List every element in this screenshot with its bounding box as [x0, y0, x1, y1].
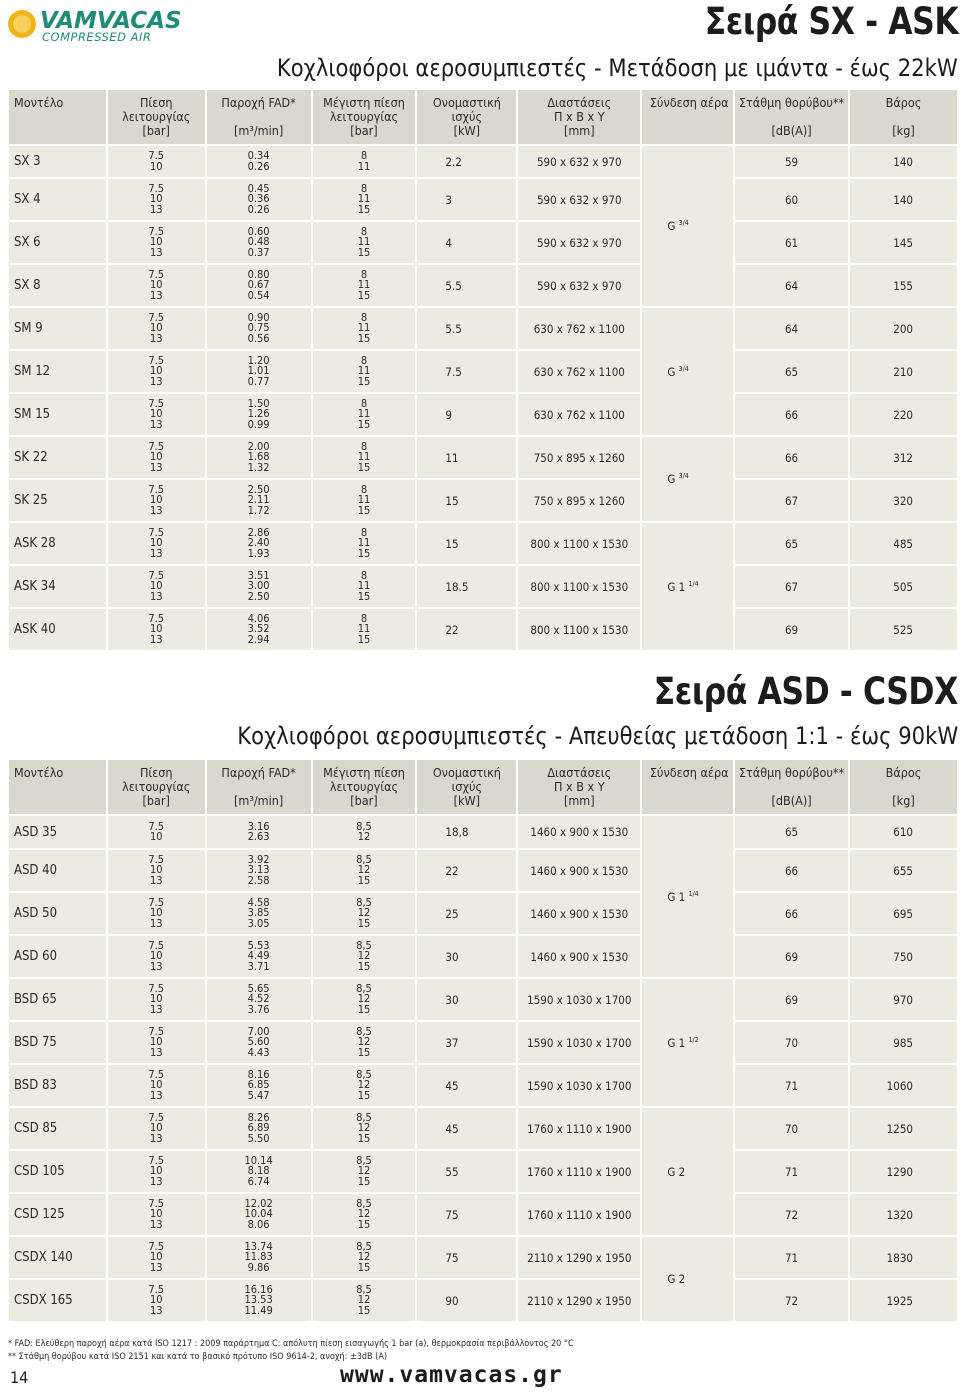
weight-cell: 140: [850, 179, 957, 220]
series1-title: Σειρά SX - ASK: [704, 0, 958, 43]
pressure-cell: 7.5 10 13: [108, 1280, 205, 1321]
table-header-row: [9, 760, 957, 814]
series2-title: Σειρά ASD - CSDX: [653, 670, 958, 713]
dimensions-cell: 630 x 762 x 1100: [518, 308, 640, 349]
fad-cell: 13.74 11.83 9.86: [207, 1237, 311, 1278]
weight-cell: 220: [850, 394, 957, 435]
header-connection: Σύνδεση αέρα: [642, 90, 733, 144]
model-cell: SX 6: [9, 222, 106, 263]
dimensions-cell: 1460 x 900 x 1530: [518, 850, 640, 891]
footnote-noise: ** Στάθμη θορύβου κατά ISO 2151 και κατά το βασικό πρότυπο ISO 9614-2, ανοχή: ±3dB (A): [8, 1352, 388, 1362]
table-row: [9, 893, 957, 934]
table-row: [9, 1022, 957, 1063]
fad-cell: 2.00 1.68 1.32: [207, 437, 311, 478]
power-cell: 37: [417, 1022, 516, 1063]
weight-cell: 985: [850, 1022, 957, 1063]
fad-cell: 0.90 0.75 0.56: [207, 308, 311, 349]
max-pressure-cell: 8 11 15: [313, 179, 416, 220]
pressure-cell: 7.5 10 13: [108, 1108, 205, 1149]
model-cell: SX 4: [9, 179, 106, 220]
noise-cell: 59: [735, 146, 848, 177]
header-max-pressure: Μέγιστη πίεση λειτουργίας [bar]: [313, 90, 416, 144]
table-row: [9, 816, 957, 848]
weight-cell: 1290: [850, 1151, 957, 1192]
weight-cell: 750: [850, 936, 957, 977]
weight-cell: 155: [850, 265, 957, 306]
table-header-row: [9, 90, 957, 144]
power-cell: 18,8: [417, 816, 516, 848]
logo-text: VAMVACAS: [40, 8, 182, 34]
pressure-cell: 7.5 10 13: [108, 437, 205, 478]
noise-cell: 61: [735, 222, 848, 263]
model-cell: ASD 40: [9, 850, 106, 891]
noise-cell: 66: [735, 394, 848, 435]
model-cell: ASK 28: [9, 523, 106, 564]
max-pressure-cell: 8 11 15: [313, 394, 416, 435]
max-pressure-cell: 8 11 15: [313, 351, 416, 392]
max-pressure-cell: 8,5 12 15: [313, 893, 416, 934]
noise-cell: 69: [735, 609, 848, 650]
model-cell: CSD 105: [9, 1151, 106, 1192]
header-power: Ονομαστική ισχύς [kW]: [417, 90, 516, 144]
weight-cell: 1830: [850, 1237, 957, 1278]
fad-cell: 5.65 4.52 3.76: [207, 979, 311, 1020]
model-cell: ASK 34: [9, 566, 106, 607]
pressure-cell: 7.5 10 13: [108, 1065, 205, 1106]
power-cell: 3: [417, 179, 516, 220]
noise-cell: 66: [735, 893, 848, 934]
fad-cell: 7.00 5.60 4.43: [207, 1022, 311, 1063]
dimensions-cell: 1760 x 1110 x 1900: [518, 1194, 640, 1235]
connection-cell: G $^{3/4}$: [642, 146, 733, 306]
pressure-cell: 7.5 10 13: [108, 893, 205, 934]
pressure-cell: 7.5 10 13: [108, 1237, 205, 1278]
pressure-cell: 7.5 10 13: [108, 351, 205, 392]
max-pressure-cell: 8,5 12 15: [313, 979, 416, 1020]
table-row: [9, 265, 957, 306]
table-row: [9, 1065, 957, 1106]
dimensions-cell: 750 x 895 x 1260: [518, 480, 640, 521]
header-model: Μοντέλο: [9, 90, 106, 144]
noise-cell: 71: [735, 1237, 848, 1278]
connection-cell: G 2: [642, 1108, 733, 1235]
dimensions-cell: 1760 x 1110 x 1900: [518, 1108, 640, 1149]
fad-cell: 0.80 0.67 0.54: [207, 265, 311, 306]
model-cell: SK 25: [9, 480, 106, 521]
model-cell: CSDX 140: [9, 1237, 106, 1278]
pressure-cell: 7.5 10 13: [108, 936, 205, 977]
table-row: [9, 566, 957, 607]
power-cell: 11: [417, 437, 516, 478]
noise-cell: 70: [735, 1022, 848, 1063]
table-row: [9, 437, 957, 478]
power-cell: 55: [417, 1151, 516, 1192]
table-row: [9, 850, 957, 891]
noise-cell: 71: [735, 1151, 848, 1192]
power-cell: 5.5: [417, 265, 516, 306]
weight-cell: 1250: [850, 1108, 957, 1149]
weight-cell: 655: [850, 850, 957, 891]
fad-cell: 0.60 0.48 0.37: [207, 222, 311, 263]
weight-cell: 1925: [850, 1280, 957, 1321]
weight-cell: 1060: [850, 1065, 957, 1106]
power-cell: 4: [417, 222, 516, 263]
table-row: [9, 609, 957, 650]
pressure-cell: 7.5 10: [108, 816, 205, 848]
max-pressure-cell: 8,5 12 15: [313, 1237, 416, 1278]
power-cell: 75: [417, 1194, 516, 1235]
power-cell: 22: [417, 609, 516, 650]
dimensions-cell: 1590 x 1030 x 1700: [518, 979, 640, 1020]
header-noise: Στάθμη θορύβου** [dB(A)]: [735, 90, 848, 144]
weight-cell: 210: [850, 351, 957, 392]
logo-tagline: COMPRESSED AIR: [42, 30, 152, 44]
weight-cell: 505: [850, 566, 957, 607]
series2-subtitle: Κοχλιοφόροι αεροσυμπιεστές - Απευθείας μετάδοση 1:1 - έως 90kW: [237, 722, 958, 750]
dimensions-cell: 800 x 1100 x 1530: [518, 609, 640, 650]
fad-cell: 3.51 3.00 2.50: [207, 566, 311, 607]
model-cell: ASD 35: [9, 816, 106, 848]
connection-cell: G $^{3/4}$: [642, 437, 733, 521]
pressure-cell: 7.5 10 13: [108, 566, 205, 607]
noise-cell: 72: [735, 1280, 848, 1321]
table-row: [9, 1151, 957, 1192]
max-pressure-cell: 8,5 12 15: [313, 1065, 416, 1106]
model-cell: SK 22: [9, 437, 106, 478]
header-pressure: Πίεση λειτουργίας [bar]: [108, 760, 205, 814]
power-cell: 2.2: [417, 146, 516, 177]
pressure-cell: 7.5 10 13: [108, 265, 205, 306]
noise-cell: 66: [735, 850, 848, 891]
power-cell: 15: [417, 480, 516, 521]
pressure-cell: 7.5 10 13: [108, 179, 205, 220]
table-row: [9, 480, 957, 521]
pressure-cell: 7.5 10 13: [108, 609, 205, 650]
weight-cell: 1320: [850, 1194, 957, 1235]
max-pressure-cell: 8 11 15: [313, 265, 416, 306]
pressure-cell: 7.5 10 13: [108, 1022, 205, 1063]
max-pressure-cell: 8,5 12 15: [313, 1022, 416, 1063]
pressure-cell: 7.5 10 13: [108, 523, 205, 564]
noise-cell: 64: [735, 308, 848, 349]
noise-cell: 69: [735, 936, 848, 977]
dimensions-cell: 590 x 632 x 970: [518, 146, 640, 177]
header-fad: Παροχή FAD* [m³/min]: [207, 90, 311, 144]
noise-cell: 72: [735, 1194, 848, 1235]
vamvacas-logo: [6, 6, 206, 44]
table-row: [9, 146, 957, 177]
fad-cell: 0.34 0.26: [207, 146, 311, 177]
weight-cell: 485: [850, 523, 957, 564]
fad-cell: 0.45 0.36 0.26: [207, 179, 311, 220]
power-cell: 9: [417, 394, 516, 435]
max-pressure-cell: 8,5 12: [313, 816, 416, 848]
noise-cell: 65: [735, 816, 848, 848]
power-cell: 7.5: [417, 351, 516, 392]
fad-cell: 12.02 10.04 8.06: [207, 1194, 311, 1235]
noise-cell: 60: [735, 179, 848, 220]
power-cell: 22: [417, 850, 516, 891]
dimensions-cell: 630 x 762 x 1100: [518, 394, 640, 435]
spec-table-asd-csdx: [7, 758, 959, 1323]
dimensions-cell: 2110 x 1290 x 1950: [518, 1280, 640, 1321]
pressure-cell: 7.5 10 13: [108, 1194, 205, 1235]
power-cell: 15: [417, 523, 516, 564]
table-row: [9, 523, 957, 564]
power-cell: 18.5: [417, 566, 516, 607]
dimensions-cell: 1460 x 900 x 1530: [518, 816, 640, 848]
fad-cell: 3.92 3.13 2.58: [207, 850, 311, 891]
pressure-cell: 7.5 10: [108, 146, 205, 177]
noise-cell: 65: [735, 523, 848, 564]
weight-cell: 312: [850, 437, 957, 478]
max-pressure-cell: 8,5 12 15: [313, 1108, 416, 1149]
fad-cell: 2.86 2.40 1.93: [207, 523, 311, 564]
fad-cell: 10.14 8.18 6.74: [207, 1151, 311, 1192]
noise-cell: 64: [735, 265, 848, 306]
fad-cell: 16.16 13.53 11.49: [207, 1280, 311, 1321]
fad-cell: 2.50 2.11 1.72: [207, 480, 311, 521]
connection-cell: G 1 $^{1/4}$: [642, 816, 733, 977]
dimensions-cell: 750 x 895 x 1260: [518, 437, 640, 478]
model-cell: CSD 85: [9, 1108, 106, 1149]
max-pressure-cell: 8 11 15: [313, 523, 416, 564]
power-cell: 30: [417, 979, 516, 1020]
fad-cell: 8.16 6.85 5.47: [207, 1065, 311, 1106]
header-weight: Βάρος [kg]: [850, 90, 957, 144]
power-cell: 5.5: [417, 308, 516, 349]
noise-cell: 66: [735, 437, 848, 478]
header-pressure: Πίεση λειτουργίας [bar]: [108, 90, 205, 144]
table-row: [9, 1280, 957, 1321]
max-pressure-cell: 8 11 15: [313, 437, 416, 478]
power-cell: 25: [417, 893, 516, 934]
header-model: Μοντέλο: [9, 760, 106, 814]
max-pressure-cell: 8,5 12 15: [313, 1194, 416, 1235]
max-pressure-cell: 8,5 12 15: [313, 850, 416, 891]
weight-cell: 695: [850, 893, 957, 934]
website-link[interactable]: www.vamvacas.gr: [340, 1362, 563, 1388]
weight-cell: 970: [850, 979, 957, 1020]
pressure-cell: 7.5 10 13: [108, 1151, 205, 1192]
power-cell: 90: [417, 1280, 516, 1321]
model-cell: CSDX 165: [9, 1280, 106, 1321]
weight-cell: 610: [850, 816, 957, 848]
table-row: [9, 351, 957, 392]
noise-cell: 65: [735, 351, 848, 392]
max-pressure-cell: 8,5 12 15: [313, 1280, 416, 1321]
pressure-cell: 7.5 10 13: [108, 308, 205, 349]
weight-cell: 145: [850, 222, 957, 263]
weight-cell: 525: [850, 609, 957, 650]
fad-cell: 3.16 2.63: [207, 816, 311, 848]
dimensions-cell: 2110 x 1290 x 1950: [518, 1237, 640, 1278]
table-row: [9, 394, 957, 435]
dimensions-cell: 800 x 1100 x 1530: [518, 566, 640, 607]
model-cell: SX 8: [9, 265, 106, 306]
header-fad: Παροχή FAD* [m³/min]: [207, 760, 311, 814]
spec-table-sx-ask: [7, 88, 959, 652]
fad-cell: 4.06 3.52 2.94: [207, 609, 311, 650]
table-row: [9, 1237, 957, 1278]
table-row: [9, 308, 957, 349]
max-pressure-cell: 8 11: [313, 146, 416, 177]
noise-cell: 67: [735, 480, 848, 521]
connection-cell: G 2: [642, 1237, 733, 1321]
weight-cell: 140: [850, 146, 957, 177]
pressure-cell: 7.5 10 13: [108, 394, 205, 435]
fad-cell: 1.20 1.01 0.77: [207, 351, 311, 392]
model-cell: SX 3: [9, 146, 106, 177]
pressure-cell: 7.5 10 13: [108, 222, 205, 263]
pressure-cell: 7.5 10 13: [108, 979, 205, 1020]
model-cell: ASD 50: [9, 893, 106, 934]
noise-cell: 69: [735, 979, 848, 1020]
fad-cell: 5.53 4.49 3.71: [207, 936, 311, 977]
model-cell: BSD 65: [9, 979, 106, 1020]
dimensions-cell: 1460 x 900 x 1530: [518, 893, 640, 934]
table-row: [9, 1194, 957, 1235]
power-cell: 45: [417, 1108, 516, 1149]
dimensions-cell: 590 x 632 x 970: [518, 265, 640, 306]
max-pressure-cell: 8,5 12 15: [313, 936, 416, 977]
max-pressure-cell: 8 11 15: [313, 308, 416, 349]
header-noise: Στάθμη θορύβου** [dB(A)]: [735, 760, 848, 814]
model-cell: SM 15: [9, 394, 106, 435]
dimensions-cell: 590 x 632 x 970: [518, 179, 640, 220]
dimensions-cell: 1590 x 1030 x 1700: [518, 1022, 640, 1063]
table-row: [9, 1108, 957, 1149]
dimensions-cell: 630 x 762 x 1100: [518, 351, 640, 392]
page-number: 14: [10, 1368, 29, 1387]
max-pressure-cell: 8 11 15: [313, 566, 416, 607]
power-cell: 30: [417, 936, 516, 977]
connection-cell: G $^{3/4}$: [642, 308, 733, 435]
weight-cell: 200: [850, 308, 957, 349]
table-row: [9, 222, 957, 263]
fad-cell: 8.26 6.89 5.50: [207, 1108, 311, 1149]
fad-cell: 4.58 3.85 3.05: [207, 893, 311, 934]
dimensions-cell: 590 x 632 x 970: [518, 222, 640, 263]
noise-cell: 67: [735, 566, 848, 607]
dimensions-cell: 800 x 1100 x 1530: [518, 523, 640, 564]
max-pressure-cell: 8 11 15: [313, 480, 416, 521]
header-power: Ονομαστική ισχύς [kW]: [417, 760, 516, 814]
connection-cell: G 1 $^{1/4}$: [642, 523, 733, 650]
dimensions-cell: 1590 x 1030 x 1700: [518, 1065, 640, 1106]
pressure-cell: 7.5 10 13: [108, 850, 205, 891]
noise-cell: 70: [735, 1108, 848, 1149]
power-cell: 45: [417, 1065, 516, 1106]
header-max-pressure: Μέγιστη πίεση λειτουργίας [bar]: [313, 760, 416, 814]
fad-cell: 1.50 1.26 0.99: [207, 394, 311, 435]
weight-cell: 320: [850, 480, 957, 521]
table-row: [9, 936, 957, 977]
model-cell: BSD 83: [9, 1065, 106, 1106]
noise-cell: 71: [735, 1065, 848, 1106]
header-dimensions: Διαστάσεις Π x B x Y [mm]: [518, 90, 640, 144]
header-weight: Βάρος [kg]: [850, 760, 957, 814]
table-row: [9, 979, 957, 1020]
table-row: [9, 179, 957, 220]
footnote-fad: * FAD: Ελεύθερη παροχή αέρα κατά ISO 1217 : 2009 παράρτημα C: απόλυτη πίεση εισαγωγής 1 bar (a), θερμοκρασία περιβάλλοντος 20 °C: [8, 1339, 574, 1349]
max-pressure-cell: 8 11 15: [313, 222, 416, 263]
model-cell: SM 12: [9, 351, 106, 392]
power-cell: 75: [417, 1237, 516, 1278]
max-pressure-cell: 8 11 15: [313, 609, 416, 650]
model-cell: SM 9: [9, 308, 106, 349]
model-cell: CSD 125: [9, 1194, 106, 1235]
dimensions-cell: 1460 x 900 x 1530: [518, 936, 640, 977]
model-cell: ASK 40: [9, 609, 106, 650]
header-dimensions: Διαστάσεις Π x B x Y [mm]: [518, 760, 640, 814]
max-pressure-cell: 8,5 12 15: [313, 1151, 416, 1192]
pressure-cell: 7.5 10 13: [108, 480, 205, 521]
connection-cell: G 1 $^{1/2}$: [642, 979, 733, 1106]
model-cell: ASD 60: [9, 936, 106, 977]
dimensions-cell: 1760 x 1110 x 1900: [518, 1151, 640, 1192]
series1-subtitle: Κοχλιοφόροι αεροσυμπιεστές - Μετάδοση με ιμάντα - έως 22kW: [277, 54, 958, 82]
header-connection: Σύνδεση αέρα: [642, 760, 733, 814]
model-cell: BSD 75: [9, 1022, 106, 1063]
